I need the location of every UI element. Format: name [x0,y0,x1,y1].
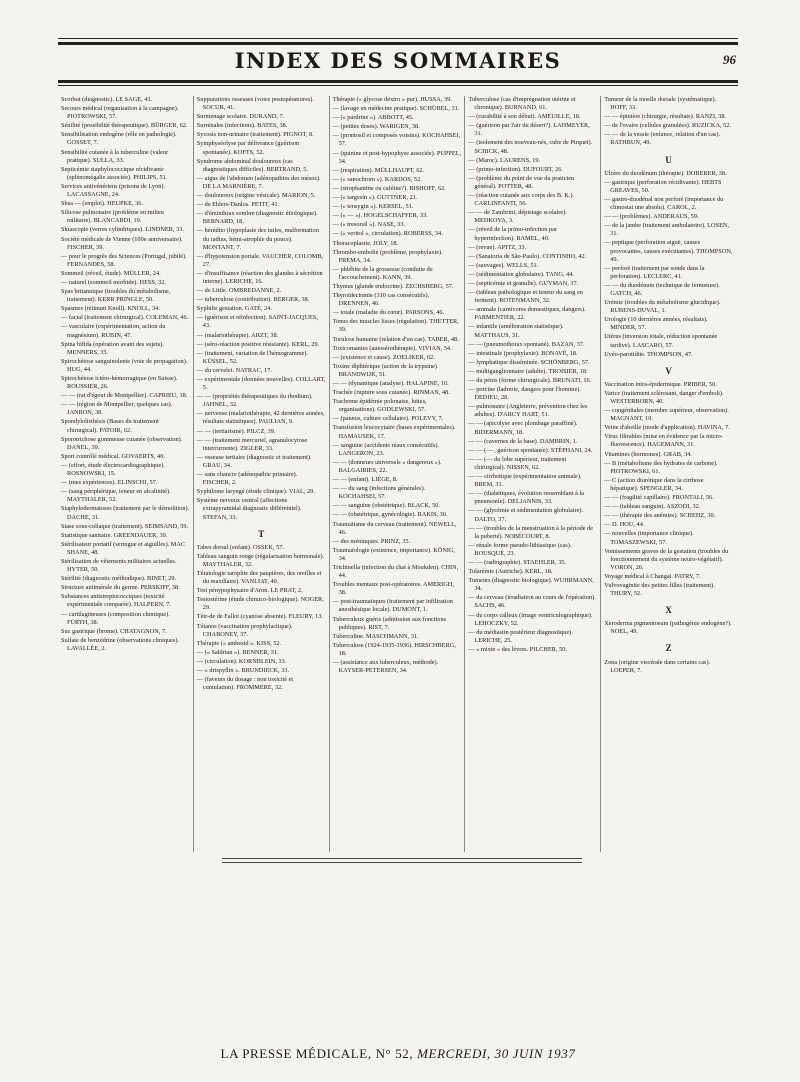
index-entry: — — (pneumothorax spontané). BAZAN, 37. [468,340,585,348]
footer-rule-lower [222,862,582,863]
index-entry: — — (rat d'égout de Montpellier). CAPRIEU, 18. [61,392,188,400]
index-entry: — (curabilité à son début). AMEUILLE, 18. [468,113,581,121]
index-entry: Spondylolisthésis (Bases du traitement chirurgical). PATOIR, 62. [61,418,159,434]
index-entry: Traumatisme du cerveau (traitement). NEWELL, 46. [332,520,457,536]
index-entry: — — (traitement mercuriel, agranulocytose intercurrente). ZIGLER, 33. [196,436,308,452]
index-entry: — — sanguine (obstétrique). BLACK, 50. [332,502,440,510]
index-entry: Utérus (inversion totale, réduction spontanée tardive). LASCARO, 57. [604,333,718,349]
index-entry: Thérapie (« ambesid ». KISS, 52. [196,639,282,647]
index-entry: — (« tresorsil »). NASE, 33. [332,221,406,229]
index-entry: — — (apicolyse avec plombage paraffiné). BIDERMANN, 18. [468,420,578,436]
index-entry: Transfusion leucocytaire (bases expérimentales). HAMAUSEK, 17. [332,424,456,440]
index-entry: Vomissements graves de la gestation (troubles du fonctionnement du système neuro-végétatif). VORON, 26. [604,547,729,571]
index-entry: Varice (traitement sclérosant, danger d'emboli). WESTERBORN, 40. [604,389,724,405]
index-entry: — d'éminthrax sombre (diagnostic étiologique). BERNARD, 18. [196,210,318,226]
index-entry: — du corps calleux (image ventriculographique). LEHOCZKY, 52. [468,611,593,627]
index-entry: — — (cavernes de la base). DAMBRIN, 1. [468,437,578,445]
index-entry: Spasmes (rétinum Knoll). KNOLL, 34. [61,305,160,313]
index-entry: — (traitement, variation de l'hémogramme). KÜSSEL, 52. [196,349,309,365]
index-entry: Symphyséolyse par délivrance (guérison spontanée). KOFTS, 52. [196,140,300,156]
index-entry: Système nerveux central (affections extrapyramidal diagnostic différentiel). STEFAN, 33. [196,497,302,521]
index-entry: — (Maroc). LAURENS, 19. [468,156,541,164]
index-entry: Tonus des muscles lisses (régulation). THETTER, 39. [332,318,459,334]
index-entry: — de l'ovaire (cellules granulées). RUZICKA, 52. [604,122,732,130]
index-entry: — — (diabétiques, évolution ressemblant à la pneumonie). DELJANNIS, 33. [468,490,584,506]
index-entry: — — épinière (chirurgie, résultats). RANZI, 38. [604,113,727,121]
index-entry: Scorbut (diagnostic). LE SAGE, 43. [61,96,153,103]
index-entry: Tératologie tarophie des paupières, des oreilles et du maxillaire). VANLIAT, 40. [196,569,322,586]
index-entry: — — de la vessie (enfance, relation d'un cas). RATHBUN, 49. [604,131,721,147]
index-entry: — (isolement des nouveau-nés, cube de Pirquet). SCHICK, 48. [468,139,593,155]
index-entry: Toxicomanies (autosérothérapie). VIVIAN, 54. [332,344,452,352]
index-entry: — (tableau pathologique et teneur du sang en ferment). ROTENMANN, 32. [468,289,583,305]
index-entry: — d'hypotension portale. VAUCHER, COLOMB, 27. [196,252,324,268]
section-letter: X [665,605,672,616]
index-entry: Spina bifida (opération avant des sujets). MENNERS, 35. [61,340,164,356]
index-entry: — (lavage en médecine pratique). SCHÜBEL, 31. [332,105,460,113]
index-entry: Urologie (10 dernières années, résultats). MINDER, 57. [604,316,708,332]
index-entry: Stérilité (diagnostic méthodique). BINET, 29. [61,575,177,583]
index-entry: — (« sanochrom »). KARDOS, 52. [332,175,422,183]
index-entry: — (« pardrine »). ABBOTT, 45. [332,114,414,122]
index-entry: — (« Saldrian »). RENNER, 31. [196,648,279,656]
index-entry: Vulvovaginite des petites filles (traitement). THURY, 52. [604,581,715,598]
index-entry: Staphylodermatoses (traitement par le démolition). DACHE, 31. [61,505,190,521]
index-entry: — — (thérapie des anémies). SCHEHZ, 30. [604,512,716,520]
index-entry: Veine d'abeille (mode d'application). HAVINA, 7. [604,424,730,432]
index-entry: — sans chancre (adénopathie primaire). FISCHER, 2. [196,471,298,487]
index-entry: Spirochétose ictéro-hémorragique (en Suisse). ROUSSIER, 26. [61,375,178,391]
index-entry: Septicémie staphylococcique récidivante (splénomégalie associée). PHILIPS, 51. [61,165,168,181]
index-entry: Suc gastrique (brome). CHATAGNON, 7. [61,627,167,635]
page-footer [58,1046,738,1062]
index-entry: Sbsa — (emploi). HEUPKE, 36. [61,200,144,208]
index-entry: — perforé (traitement par sonde dans la perforation). LECLERC, 41. [604,264,705,280]
index-entry: — (prontosil et composés voisins). KOCHAHSEI, 57. [332,132,461,148]
footer-rule-upper [222,858,582,859]
index-entry: — (pannus, culture cellulaire). POLEVY, 7. [332,415,444,423]
index-entry: — osseuse tertiaire (diagnostic et traitement). GRAU, 34. [196,453,312,469]
index-entry: Substances antistreptococciques (toxicité expérimentale comparée). HALPERN, 7. [61,593,171,609]
index-entry: Uvéo-parotidite. THOMPSON, 47. [604,350,693,358]
footer-issue: N° 52, [375,1046,414,1061]
index-entry: Ulcère du duodénum (thérapie). DOBERER, 38. [604,169,727,177]
index-entry: Spas britannique (troubles du métabolisme, traitement). KERR PRINGLE, 50. [61,288,171,304]
index-entry: — (sédimentation globulaire). TANG, 44. [468,270,574,278]
index-entry: Vaccination intra-épidermique. PRIBER, 50. [604,380,717,388]
section-letter: T [258,528,265,539]
index-entry: — « mixte » des lèvres. PILCHER, 50. [468,645,568,653]
index-entry: — (guérison par l'air du désert?). LAHMEYER, 31. [468,122,590,138]
index-entry: — douloureux (origine vésicale). MARION, 5. [196,192,316,200]
index-entry: Syphilome laryngé (étude clinique). VIAL, 29. [196,488,315,496]
index-entry: — infantile (amélioration statistique). MATTHAUS, 31. [468,323,564,339]
index-entry: Thyroïdectomie (310 cas consécutifs). DRENNEN, 46. [332,292,430,308]
index-entry: Sénilité (possibilité thérapeutique). BÜRGER, 62. [61,122,188,130]
index-entry: — nouvelles (importance clinique). TOMASZEWSKI, 57. [604,530,694,546]
page-header [58,46,738,76]
index-entry: Testostérine (étude chimico-biologique). NOGER, 29. [196,596,324,612]
index-entry: Statistique sanitaire. GREENDAUER, 39. [61,531,168,539]
index-entry: — D. HOU, 44. [604,521,645,529]
index-entry: Trachée (rupture sous cutanée). RINMAN, 48. [332,389,450,397]
index-entry: Thoracoplastie. JOLY, 18. [332,239,399,247]
index-entry: — — de Zambrini, dépistage scolaire). MEDKOVA, 3. [468,209,567,225]
index-entry: — — du sang (infections générales). KOCHAHSEI, 57. [332,485,426,501]
index-entry: — tuberculose (contribution). BERGER, 38. [196,296,310,304]
index-entry: Vitamines (hormones). GRAB, 34. [604,450,692,458]
index-entry: Secours médical (organisation à la campagne). PIOTROWSKI, 57. [61,105,179,121]
index-entry: Stase sous-coliaque (traitement). SEIMSAND, 59. [61,522,189,530]
index-entry: — — (tableau sanguin). ASZODI, 32. [604,503,701,511]
index-entry: — pour le progrès des Sciences (Portugal, jubilé). FERNANDES, 58. [61,252,187,268]
index-entry: Sport contrôlé médical. GOVAERTS, 40. [61,452,165,460]
index-entry: Thymus (glande endocrine). ZECHSHERG, 57. [332,282,454,290]
index-entry: — (septicémie et granulie). GUYMAN, 37. [468,279,579,287]
header-rule-thin [58,85,738,86]
index-entry: — aigus de l'abdomen (adénopathies des mésos). DE LA MARNIÈRE, 7. [196,174,321,190]
page-number: 96 [723,52,736,67]
index-entry: — (sauvages). WELLS, 51. [468,261,539,269]
footer-date: MERCREDI, 30 JUIN 1937 [417,1046,576,1061]
index-entry: — — (région de Montpellier, quelques cas). JANBON, 38. [61,401,173,417]
index-entry: — (« targesin »). GUTTNER, 21. [332,194,418,202]
index-entry: Surmenage scolaire. DURAND, 7. [196,113,285,121]
index-entry: — (problème du point de vue du praticien général). POTTER, 48. [468,174,575,190]
index-entry: — porcine (ladrerie, dangers pour l'homme). DEDIEU, 28. [468,386,581,402]
index-entry: Sensibilisation endogène (rôle en pathologie). GOSSET, 7. [61,131,177,147]
index-entry: Stérilisateur portatif (seringue et aiguilles). MAC SHANE, 48. [61,540,186,556]
section-letter: Z [665,643,672,654]
index-entry: — peptique (perforation aiguë, causes provocantes, causes exécutantes). THOMPSON, 49. [604,239,733,263]
index-entry: — (circulation). KORNBLEIN, 33. [196,657,287,665]
index-entry: Thrombo-embolie (problème, prophylaxie). PREMA, 34. [332,248,443,264]
section-letter: U [665,154,672,165]
index-entry: — d'insuffisance (réaction des glandes à sécrétion interne). LERICHE, 16. [196,269,323,285]
index-entry: — (existence et cause). ZOELIKER, 62. [332,353,435,361]
index-entry: — expérimentale (données nouvelles). COLLART, 5. [196,376,326,392]
index-entry: — — (tertiarisme). PILCZ, 39. [196,427,276,435]
index-entry: — — (glycémie et sédimentation globulaire). DALTO, 37. [468,507,584,523]
index-entry: — nerveuse (malariothérapie, 42 dernières années, résultats statistiques). PAULIAN, 9. [196,410,325,426]
index-entry: — du médiastin postérieur diagnostique). LERICHE, 25. [468,628,573,644]
index-entry: — — du duodénum (technique de fermeture). GATCH, 46. [604,281,720,297]
index-entry: Traumatologie (existence, importance). KÖNIG, 34. [332,546,456,562]
index-entry: — — cirrhotique (expérimentation animale). BREM, 31. [468,473,582,489]
index-entry: — pulmonaire (Angleterre, prévention chez les adultes). D'ARCY HART, 51. [468,403,588,419]
index-entry: Trichinella (infection du chat à Moukden). CHIN, 44. [332,563,459,580]
index-entry: Tumeur de la moelle dorsale (systématique). HOFF, 33. [604,96,717,112]
index-entry: — B (métabolisme des hydrates de carbone). PIOTROWSKI, 61. [604,459,718,475]
index-entry: Surrénales (infections). BATES, 38. [196,122,288,130]
index-entry: Tétanos (vaccination prophylactique). CHABONEY, 37. [196,622,293,638]
index-entry: — post-traumatiques (traitement par infiltration anesthésique locale). DUMONT, 1. [332,598,453,614]
index-entry: Tuberculose (1924-1935-1936). HIRSCHBERG, 18. [332,641,456,657]
index-entry: Trachome épidémie polonaise, luttes, organisations). GODLEWSKI, 57. [332,398,427,414]
index-entry: Syphilis gestation. GATÉ, 24. [196,305,273,313]
index-column-4 [464,96,600,852]
index-entry: — gastrique (perforation récidivante). HEBTS GREAVES, 50. [604,178,722,194]
index-entry: — de la jambe (traitement ambulatoire). LOSEN, 31. [604,222,730,238]
index-entry: — sanguine (accidents réaux consécutifs). LANGERON, 23. [332,441,440,457]
index-entry: — — (troubles de la menstruation à la période de la puberté). NOBÉCOURT, 8. [468,524,594,540]
index-entry: — « drispyllin ». BRUNDIECK, 33. [196,667,290,674]
index-entry: Suppurations osseuses (voies postopératoires). SOCUR, 41. [196,96,314,112]
index-entry: — totale (maladie du cœur). PARSONS, 46. [332,309,445,317]
index-entry: Sensibilité cutanée à la tuberculine (valeur pratique). SULLA, 33. [61,148,169,164]
index-entry: Torulose humaine (relation d'un cas). TABER, 48. [332,335,459,343]
index-entry: — gastro-duodénal non perforé (importance du climostat une absolu). CAROL, 2. [604,195,724,212]
index-entry: Thérapie (« glycose dextro » pur). HUSSA, 39. [332,96,452,103]
index-entry: Tuberculine. MASCHMANN, 31. [332,632,419,640]
index-entry: — facial (traitement chirurgical). COLEMAN, 46. [61,314,189,322]
index-entry: Tuberculeux guéris (admission aux fonctions publiques). RIST, 7. [332,615,447,631]
index-entry: — — (donneurs universels « dangereux »). BALGAIRIES, 22. [332,458,442,474]
index-column-5 [600,96,736,852]
index-entry: — — (— du lobe supérieur, traitement chirurgical). NISSEN, 62. [468,455,567,471]
index-entry: Silicose pulmonaire (problème en milieu militaire). BLANCARDI, 19. [61,209,164,225]
index-entry: — — (radiographie). STAEHLER, 35. [468,558,566,566]
index-entry: Tumeurs (diagnostic biologique). WUHRMANN, 34. [468,577,594,593]
index-entry: — — (obstétrique, gynécologie). RAKIS, 30. [332,511,448,519]
index-entry: Tétr-de de Fallot (cyanose absente). FLEURY, 13. [196,613,323,621]
index-entry: — lymphatique disséminée. SCHÖNBERG, 57. [468,358,590,366]
index-entry: — (effort, étude électrocardiographique). ROSNOWSKI, 15. [61,461,165,478]
index-entry: — — (propriétés thérapeutiques du rhodium). JAHNEL, 32. [196,393,313,409]
index-entry: — (revue). APITZ, 33. [468,243,527,251]
index-entry: — (petites doses). WARIGEN, 38. [332,123,420,131]
index-column-1 [58,96,193,852]
index-entry: — — (dynamique (analyse). HALAPINE, 10. [332,380,449,387]
index-entry: Tabes dorsal (enfant). OSSEK, 57. [196,543,284,551]
index-entry: Sycosis non-urinaire (traitement). PIGNOT, 8. [196,131,314,139]
index-entry: — (réveil de la primo-infection par hyperinfection). RAMEL, 40. [468,226,558,242]
index-entry: — (primo-infection). DUFOURT, 26. [468,165,564,173]
index-entry: Urémie (troubles du métabolisme glucidique). RUBENS-DUVAL, 1. [604,299,721,315]
index-columns [58,96,736,852]
index-entry: — (« veritol », circulation). ROBERSS, 34. [332,230,443,238]
index-entry: — animale (carnivores domestiques, dangers). PARMENTIER, 22. [468,306,586,322]
index-entry: Structure antimérale du germe. PERSKIFF, 38. [61,584,180,592]
index-entry: Test pénypophysaire d'Aron. LE PRAT, 2. [196,587,303,595]
index-column-2 [193,96,329,852]
index-entry: — (faveurs du dosage : non toxicité et cumulation). FROMMERE, 32. [196,676,294,692]
index-entry: Toxine diphtérique (action de la trypsine). BRANDWIJK, 51. [332,362,439,378]
index-entry: — du cerveau (irradiation au cours de l'opération). SACHS, 46. [468,594,596,610]
index-entry: — hérédito (hypoplasie des tuiles, malformation du radius, hémi-atrophie du pouce). MONTANT, 7. [196,227,319,251]
top-rule-thick [58,42,738,45]
index-column-3 [329,96,465,852]
index-entry: — naturel (sommeil morbide). HESS, 32. [61,278,166,286]
index-entry: — du pénis (forme chirurgicale). BRUNATI, 16. [468,377,592,384]
index-entry: — (malariothérapie). ARZT, 38. [196,331,279,339]
index-entry: — vasculaire (expérimentation, action du magnésium). RUBIN, 47. [61,323,166,339]
index-entry: Xeroderma pigmentosum (pathogénie endogène?). NOEL, 49. [604,620,732,636]
index-entry: — (séro-réaction positive résistante). KERL, 29. [196,340,320,348]
index-entry: Spirochétose sanguinolente (voie de propagation). HUG, 44. [61,357,188,373]
index-entry: Tableau sanguin rouge (régularisation hormonale). MAYTHALER, 32. [196,552,325,568]
top-rule-thin [58,38,738,39]
index-entry: — intestinale (prophylaxie). BONAVÉ, 18. [468,349,578,357]
index-entry: — de Little. OMBREDANNE, 2. [196,287,282,295]
index-entry: — — (enfant). LIÉGE, 8. [332,476,398,484]
footer-journal: LA PRESSE MÉDICALE, [220,1046,372,1061]
index-entry: — multiganglionnaire (adulte). TROISIER, 18. [468,367,588,375]
index-entry: — (Sanatoria de São-Paulo). CONTINHO, 42. [468,252,587,260]
header-rule-thick [58,80,738,83]
index-entry: — C (action diurétique dans la cirrhose hépatique). SPENGLER, 34. [604,476,704,492]
index-entry: — (strophantine ou caféine?). BISHOFF, 62. [332,184,446,192]
index-entry: Tuberculose (cas d'imprégnation utérine et chronique). BURNAND, 61. [468,96,576,112]
index-entry: — — (fragilité capillaire). FRONTALI, 56. [604,494,714,502]
index-entry: — — (— , guérison spontanée). STÉPHANI, 24. [468,446,593,454]
index-entry: Sulfate de benzédrine (observations cliniques). LAVALLÉE, 2. [61,636,180,652]
index-entry: Skiascopie (verres cylindriques). LINDNER, 33. [61,226,184,234]
index-entry: — — (problèmes). ANDERAUS, 59. [604,213,699,221]
index-entry: — de Ehlers-Danlos. PETIT, 41. [196,201,280,209]
index-entry: — (assistance aux tuberculeux, méthode). KAYSER-PETERSEN, 34. [332,659,439,675]
index-entry: Syndrome abdominal douloureux (cas diagnostiques difficiles). BERTRAND, 5. [196,157,308,173]
index-entry: — (« tensygin »). KERSEL, 51. [332,203,414,211]
index-entry: — congénitales (membre supérieur, observation). MAGNANT, 10. [604,407,729,423]
index-entry: — cartilagineuses (composition chimique). FÜRTH, 38. [61,610,170,626]
index-entry: — phlébite de la grossesse (conduite de l'accouchement). KANN, 39. [332,265,433,281]
index-entry: — (« — »). HOGELSCHAFFER, 33. [332,212,428,220]
index-entry: Sommeil (réveil, étude). MÜLLER, 24. [61,269,161,277]
index-entry: — (guérison et réinfection). SAINT-JACQUES, 43. [196,314,318,330]
section-letter: V [665,365,672,376]
index-entry: — du cervelet. NATRAC, 17. [196,366,272,374]
index-entry: — des méninques. PRINZ, 35. [332,537,411,545]
index-entry: Sporotrichose gommeuse cutanée (observation). DANEL, 39. [61,435,183,451]
page-title: INDEX DES SOMMAIRES [234,48,562,73]
index-entry: — (réaction cutanée aux corps des B. K.). CARLINFANTI, 56. [468,192,574,208]
index-entry: — (quinine et post-hypophyse associée). PUPPEL, 34. [332,149,462,165]
index-entry: — rénale forme pseudo-lithiasique (cas). BOUSQUÉ, 23. [468,541,572,557]
index-entry: Voyage médical à Changai. PATRY, 7. [604,572,701,580]
index-entry: — (sang périphérique, teneur en alcalinité). MAYTHALER, 52. [61,488,171,504]
index-entry: Zona (origine viscérale dans certains cas). LOEPER, 7. [604,658,711,674]
index-entry: Stérilisation de vêtements militaires actuelles. HYTER, 50. [61,557,177,574]
index-entry: Services antivénériens (prisons de Lyon). LACASSAGNE, 24. [61,182,166,199]
index-entry: — (respiration). MÜLLHAUPT, 62. [332,166,425,174]
index-entry: Virus filtrables (mise en évidence par la micro-fluorescence). HAGEMANN, 31. [604,433,723,449]
index-entry: — (mes expériences). ELINSCHI, 57. [61,479,158,487]
index-entry: Troubles mentaux post-opératoires. AMERIGH, 38. [332,581,454,597]
index-entry: Société médicale de Vienne (100e anniversaire). FISCHER, 39. [61,235,183,251]
index-entry: Tularémie (Autriche). KERL, 18. [468,568,553,576]
